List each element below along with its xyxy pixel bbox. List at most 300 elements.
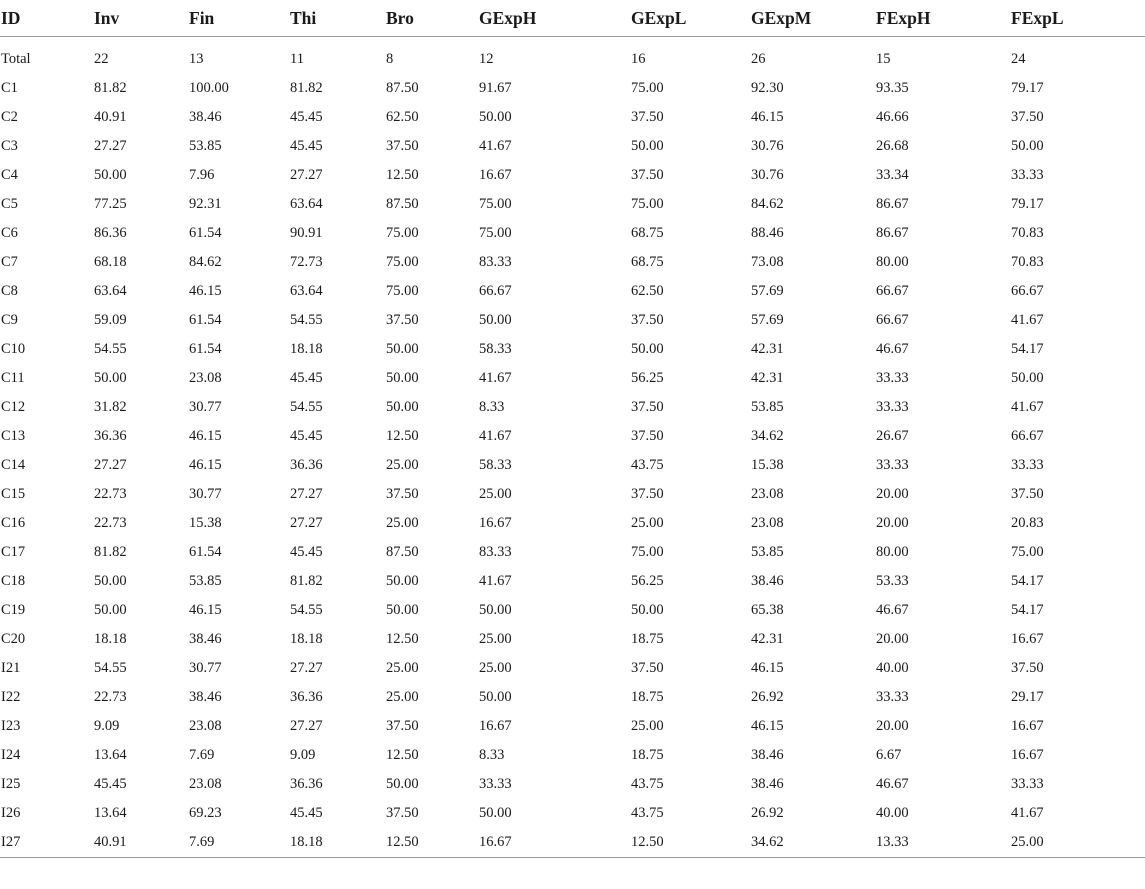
row-id-cell: C10 — [1, 341, 26, 357]
table-cell: 20.00 — [876, 486, 909, 502]
table-row — [0, 567, 1145, 596]
table-cell: 13 — [189, 51, 204, 67]
column-header-bro: Bro — [385, 0, 478, 37]
table-cell: 27.27 — [290, 515, 323, 531]
table-cell: 7.69 — [188, 828, 289, 858]
table-row — [0, 596, 1145, 625]
table-cell: 75.00 — [631, 196, 664, 212]
table-cell: 68.75 — [631, 254, 664, 270]
table-row — [0, 451, 1145, 480]
table-cell: 46.66 — [876, 109, 909, 125]
table-cell: 34.62 — [750, 828, 875, 858]
table-cell: 26.92 — [751, 805, 784, 821]
table-cell: 27.27 — [94, 138, 127, 154]
table-row — [0, 74, 1145, 103]
table-cell: 41.67 — [1011, 805, 1044, 821]
table-row — [0, 480, 1145, 509]
table-body — [0, 45, 1145, 858]
table-cell: 46.67 — [876, 341, 909, 357]
table-cell: 50.00 — [631, 341, 664, 357]
table-cell: 50.00 — [386, 573, 419, 589]
table-cell: 50.00 — [386, 399, 419, 415]
table-cell: 27.27 — [290, 486, 323, 502]
table-cell: 88.46 — [751, 225, 784, 241]
table-cell: 15.38 — [751, 457, 784, 473]
table-cell: 8.33 — [479, 747, 505, 763]
table-cell: 11 — [290, 51, 304, 67]
table-cell: 38.46 — [189, 689, 222, 705]
table-cell: 63.64 — [290, 283, 323, 299]
table-cell: 79.17 — [1011, 80, 1044, 96]
row-id-cell: C17 — [1, 544, 26, 560]
table-cell: 53.85 — [751, 544, 784, 560]
table-cell: 46.15 — [189, 602, 222, 618]
table-cell: 37.50 — [631, 428, 664, 444]
table-row — [0, 335, 1145, 364]
table-cell: 46.15 — [189, 457, 222, 473]
table-cell: 29.17 — [1011, 689, 1044, 705]
table-cell: 50.00 — [631, 602, 664, 618]
table-cell: 75.00 — [386, 225, 419, 241]
table-cell: 13.64 — [94, 747, 127, 763]
table-cell: 59.09 — [94, 312, 127, 328]
row-id-cell: C9 — [1, 312, 18, 328]
table-cell: 75.00 — [631, 80, 664, 96]
table-cell: 8.33 — [479, 399, 505, 415]
table-cell: 46.15 — [751, 109, 784, 125]
table-cell: 40.00 — [876, 805, 909, 821]
table-cell: 54.55 — [290, 602, 323, 618]
table-cell: 73.08 — [751, 254, 784, 270]
table-cell: 46.15 — [189, 428, 222, 444]
table-cell: 41.67 — [479, 573, 512, 589]
table-cell: 92.30 — [751, 80, 784, 96]
row-id-cell: I25 — [1, 776, 21, 792]
table-cell: 27.27 — [290, 660, 323, 676]
table-cell: 54.55 — [94, 660, 127, 676]
column-header-gexpm: GExpM — [750, 0, 875, 37]
table-cell: 37.50 — [1011, 109, 1044, 125]
table-cell: 18.18 — [290, 341, 323, 357]
table-cell: 18.18 — [289, 828, 385, 858]
table-cell: 66.67 — [1011, 283, 1044, 299]
table-row — [0, 103, 1145, 132]
row-id-cell: C8 — [1, 283, 18, 299]
table-row — [0, 277, 1145, 306]
table-cell: 13.64 — [94, 805, 127, 821]
table-cell: 72.73 — [290, 254, 323, 270]
table-cell: 25.00 — [479, 660, 512, 676]
table-cell: 12.50 — [385, 828, 478, 858]
table-cell: 16.67 — [478, 828, 630, 858]
row-id-cell: C4 — [1, 167, 18, 183]
column-header-fin: Fin — [188, 0, 289, 37]
table-cell: 18.18 — [290, 631, 323, 647]
table-cell: 22.73 — [94, 689, 127, 705]
table-cell: 12.50 — [386, 428, 419, 444]
table-cell: 50.00 — [479, 602, 512, 618]
table-row — [0, 393, 1145, 422]
table-cell: 30.76 — [751, 167, 784, 183]
table-cell: 54.55 — [94, 341, 127, 357]
table-cell: 18.75 — [631, 631, 664, 647]
table-cell: 45.45 — [94, 776, 127, 792]
table-cell: 87.50 — [386, 544, 419, 560]
table-cell: 12.50 — [386, 631, 419, 647]
table-cell: 33.33 — [876, 370, 909, 386]
table-cell: 8 — [386, 51, 394, 67]
table-cell: 75.00 — [386, 283, 419, 299]
table-cell: 30.77 — [189, 486, 222, 502]
row-id-cell: I27 — [0, 828, 93, 858]
table-cell: 50.00 — [479, 109, 512, 125]
table-cell: 33.33 — [479, 776, 512, 792]
table-cell: 68.18 — [94, 254, 127, 270]
table-cell: 45.45 — [290, 370, 323, 386]
table-cell: 12.50 — [630, 828, 750, 858]
table-cell: 15.38 — [189, 515, 222, 531]
table-row — [0, 625, 1145, 654]
table-cell: 16.67 — [1011, 718, 1044, 734]
table-cell: 54.55 — [290, 399, 323, 415]
table-cell: 86.67 — [876, 196, 909, 212]
row-id-cell: C3 — [1, 138, 18, 154]
column-header-fexpl: FExpL — [1010, 0, 1145, 37]
table-cell: 92.31 — [189, 196, 222, 212]
table-cell: 16.67 — [479, 515, 512, 531]
table-header — [0, 0, 1145, 45]
row-id-cell: C19 — [1, 602, 26, 618]
row-id-cell: C6 — [1, 225, 18, 241]
table-cell: 80.00 — [876, 544, 909, 560]
table-cell: 54.17 — [1011, 341, 1044, 357]
table-cell: 61.54 — [189, 225, 222, 241]
table-cell: 50.00 — [1011, 370, 1044, 386]
table-cell: 16.67 — [1011, 631, 1044, 647]
table-cell: 27.27 — [290, 167, 323, 183]
table-cell: 22 — [94, 51, 109, 67]
table-cell: 15 — [876, 51, 891, 67]
table-row — [0, 132, 1145, 161]
table-cell: 25.00 — [631, 515, 664, 531]
table-cell: 23.08 — [751, 515, 784, 531]
column-header-id: ID — [0, 0, 93, 37]
table-cell: 30.77 — [189, 660, 222, 676]
table-cell: 45.45 — [290, 138, 323, 154]
table-cell: 50.00 — [94, 573, 127, 589]
table-cell: 23.08 — [189, 370, 222, 386]
table-cell: 45.45 — [290, 544, 323, 560]
table-row — [0, 828, 1145, 858]
table-cell: 58.33 — [479, 457, 512, 473]
table-cell: 54.55 — [290, 312, 323, 328]
column-header-inv: Inv — [93, 0, 188, 37]
table-cell: 46.15 — [751, 718, 784, 734]
table-cell: 20.00 — [876, 718, 909, 734]
table-cell: 46.67 — [876, 602, 909, 618]
table-cell: 12.50 — [386, 747, 419, 763]
table-cell: 37.50 — [631, 660, 664, 676]
table-cell: 66.67 — [876, 312, 909, 328]
table-cell: 30.76 — [751, 138, 784, 154]
table-cell: 41.67 — [479, 138, 512, 154]
table-cell: 62.50 — [386, 109, 419, 125]
table-row — [0, 306, 1145, 335]
row-id-cell: C20 — [1, 631, 26, 647]
table-cell: 37.50 — [631, 109, 664, 125]
table-cell: 70.83 — [1011, 254, 1044, 270]
table-cell: 69.23 — [189, 805, 222, 821]
table-cell: 37.50 — [631, 167, 664, 183]
table-cell: 81.82 — [94, 544, 127, 560]
table-cell: 26.67 — [876, 428, 909, 444]
table-cell: 33.33 — [1011, 776, 1044, 792]
header-row — [0, 0, 1145, 37]
table-cell: 45.45 — [290, 109, 323, 125]
table-cell: 43.75 — [631, 457, 664, 473]
table-cell: 46.15 — [751, 660, 784, 676]
table-cell: 26 — [751, 51, 766, 67]
table-cell: 33.33 — [876, 457, 909, 473]
table-cell: 68.75 — [631, 225, 664, 241]
table-row — [0, 538, 1145, 567]
table-cell: 61.54 — [189, 544, 222, 560]
table-row — [0, 654, 1145, 683]
table-cell: 23.08 — [189, 776, 222, 792]
table-cell: 66.67 — [876, 283, 909, 299]
table-row — [0, 248, 1145, 277]
table-cell: 50.00 — [631, 138, 664, 154]
table-cell: 23.08 — [189, 718, 222, 734]
table-cell: 38.46 — [751, 573, 784, 589]
table-cell: 36.36 — [94, 428, 127, 444]
table-cell: 84.62 — [189, 254, 222, 270]
table-cell: 75.00 — [479, 196, 512, 212]
table-cell: 86.36 — [94, 225, 127, 241]
table-cell: 53.85 — [189, 138, 222, 154]
table-cell: 9.09 — [94, 718, 120, 734]
table-cell: 90.91 — [290, 225, 323, 241]
table-cell: 16 — [631, 51, 646, 67]
table-cell: 50.00 — [94, 167, 127, 183]
table-cell: 41.67 — [1011, 312, 1044, 328]
row-id-cell: C5 — [1, 196, 18, 212]
table-cell: 26.92 — [751, 689, 784, 705]
table-cell: 22.73 — [94, 486, 127, 502]
table-cell: 40.91 — [94, 109, 127, 125]
table-cell: 42.31 — [751, 341, 784, 357]
table-cell: 37.50 — [386, 312, 419, 328]
table-cell: 36.36 — [290, 776, 323, 792]
table-cell: 77.25 — [94, 196, 127, 212]
table-row — [0, 161, 1145, 190]
table-cell: 63.64 — [94, 283, 127, 299]
table-cell: 18.75 — [631, 747, 664, 763]
table-cell: 37.50 — [386, 138, 419, 154]
table-cell: 37.50 — [386, 718, 419, 734]
table-cell: 53.33 — [876, 573, 909, 589]
table-cell: 63.64 — [290, 196, 323, 212]
table-cell: 37.50 — [386, 486, 419, 502]
table-cell: 7.96 — [189, 167, 215, 183]
table-cell: 53.85 — [751, 399, 784, 415]
table-cell: 83.33 — [479, 544, 512, 560]
table-cell: 45.45 — [290, 805, 323, 821]
table-cell: 50.00 — [479, 312, 512, 328]
table-row — [0, 712, 1145, 741]
column-header-gexph: GExpH — [478, 0, 630, 37]
table-cell: 46.67 — [876, 776, 909, 792]
table-cell: 20.00 — [876, 631, 909, 647]
table-cell: 16.67 — [1011, 747, 1044, 763]
table-cell: 25.00 — [386, 457, 419, 473]
table-cell: 54.17 — [1011, 573, 1044, 589]
table-cell: 12 — [479, 51, 494, 67]
table-cell: 37.50 — [631, 486, 664, 502]
table-cell: 50.00 — [479, 689, 512, 705]
table-cell: 13.33 — [875, 828, 1010, 858]
table-row — [0, 422, 1145, 451]
header-spacer — [0, 37, 1145, 46]
table-cell: 24 — [1011, 51, 1026, 67]
table-row — [0, 799, 1145, 828]
table-cell: 61.54 — [189, 341, 222, 357]
table-cell: 50.00 — [386, 602, 419, 618]
table-cell: 93.35 — [876, 80, 909, 96]
row-id-cell: Total — [1, 51, 31, 67]
table-cell: 58.33 — [479, 341, 512, 357]
table-cell: 20.00 — [876, 515, 909, 531]
table-row — [0, 509, 1145, 538]
table-cell: 33.33 — [876, 399, 909, 415]
table-cell: 37.50 — [631, 312, 664, 328]
table-cell: 25.00 — [479, 631, 512, 647]
table-cell: 18.75 — [631, 689, 664, 705]
table-cell: 22.73 — [94, 515, 127, 531]
table-cell: 27.27 — [290, 718, 323, 734]
table-cell: 30.77 — [189, 399, 222, 415]
table-cell: 75.00 — [386, 254, 419, 270]
row-id-cell: C13 — [1, 428, 26, 444]
table-cell: 45.45 — [290, 428, 323, 444]
table-row — [0, 683, 1145, 712]
table-cell: 40.91 — [93, 828, 188, 858]
table-cell: 80.00 — [876, 254, 909, 270]
row-id-cell: C14 — [1, 457, 26, 473]
row-id-cell: I26 — [1, 805, 21, 821]
row-id-cell: I24 — [1, 747, 21, 763]
table-cell: 75.00 — [479, 225, 512, 241]
table-cell: 81.82 — [290, 80, 323, 96]
table-cell: 26.68 — [876, 138, 909, 154]
table-row — [0, 45, 1145, 74]
table-cell: 91.67 — [479, 80, 512, 96]
row-id-cell: C16 — [1, 515, 26, 531]
table-cell: 53.85 — [189, 573, 222, 589]
table-cell: 37.50 — [631, 399, 664, 415]
table-cell: 37.50 — [1011, 660, 1044, 676]
table-cell: 50.00 — [94, 370, 127, 386]
table-cell: 61.54 — [189, 312, 222, 328]
row-id-cell: C2 — [1, 109, 18, 125]
table-cell: 33.33 — [1011, 167, 1044, 183]
row-id-cell: I23 — [1, 718, 21, 734]
table-cell: 75.00 — [1011, 544, 1044, 560]
row-id-cell: C18 — [1, 573, 26, 589]
table-cell: 57.69 — [751, 283, 784, 299]
table-cell: 38.46 — [189, 631, 222, 647]
row-id-cell: C11 — [1, 370, 25, 386]
table-cell: 42.31 — [751, 631, 784, 647]
table-cell: 25.00 — [479, 486, 512, 502]
table-cell: 12.50 — [386, 167, 419, 183]
table-cell: 50.00 — [386, 341, 419, 357]
table-cell: 50.00 — [386, 370, 419, 386]
table-cell: 33.33 — [1011, 457, 1044, 473]
table-cell: 83.33 — [479, 254, 512, 270]
table-cell: 20.83 — [1011, 515, 1044, 531]
table-cell: 9.09 — [290, 747, 316, 763]
table-row — [0, 219, 1145, 248]
row-id-cell: I21 — [1, 660, 21, 676]
table-cell: 43.75 — [631, 805, 664, 821]
table-cell: 33.34 — [876, 167, 909, 183]
table-cell: 36.36 — [290, 457, 323, 473]
table-cell: 54.17 — [1011, 602, 1044, 618]
table-cell: 33.33 — [876, 689, 909, 705]
table-cell: 66.67 — [479, 283, 512, 299]
table-cell: 38.46 — [751, 776, 784, 792]
table-cell: 40.00 — [876, 660, 909, 676]
table-cell: 81.82 — [290, 573, 323, 589]
table-cell: 56.25 — [631, 370, 664, 386]
table-row — [0, 770, 1145, 799]
table-cell: 31.82 — [94, 399, 127, 415]
row-id-cell: C15 — [1, 486, 26, 502]
row-id-cell: C12 — [1, 399, 26, 415]
table-cell: 50.00 — [479, 805, 512, 821]
table-cell: 70.83 — [1011, 225, 1044, 241]
table-cell: 62.50 — [631, 283, 664, 299]
table-cell: 81.82 — [94, 80, 127, 96]
table-cell: 41.67 — [479, 370, 512, 386]
table-cell: 41.67 — [1011, 399, 1044, 415]
table-cell: 87.50 — [386, 80, 419, 96]
table-cell: 79.17 — [1011, 196, 1044, 212]
table-cell: 42.31 — [751, 370, 784, 386]
table-cell: 37.50 — [386, 805, 419, 821]
table-row — [0, 741, 1145, 770]
table-cell: 25.00 — [386, 689, 419, 705]
table-cell: 25.00 — [631, 718, 664, 734]
table-cell: 38.46 — [189, 109, 222, 125]
table-cell: 34.62 — [751, 428, 784, 444]
table-cell: 57.69 — [751, 312, 784, 328]
column-header-thi: Thi — [289, 0, 385, 37]
table-cell: 50.00 — [94, 602, 127, 618]
table-cell: 56.25 — [631, 573, 664, 589]
table-cell: 25.00 — [386, 660, 419, 676]
table-cell: 41.67 — [479, 428, 512, 444]
table-cell: 87.50 — [386, 196, 419, 212]
table-cell: 25.00 — [386, 515, 419, 531]
table-row — [0, 364, 1145, 393]
table-cell: 7.69 — [189, 747, 215, 763]
row-id-cell: I22 — [1, 689, 21, 705]
table-cell: 43.75 — [631, 776, 664, 792]
table-row — [0, 190, 1145, 219]
table-cell: 65.38 — [751, 602, 784, 618]
